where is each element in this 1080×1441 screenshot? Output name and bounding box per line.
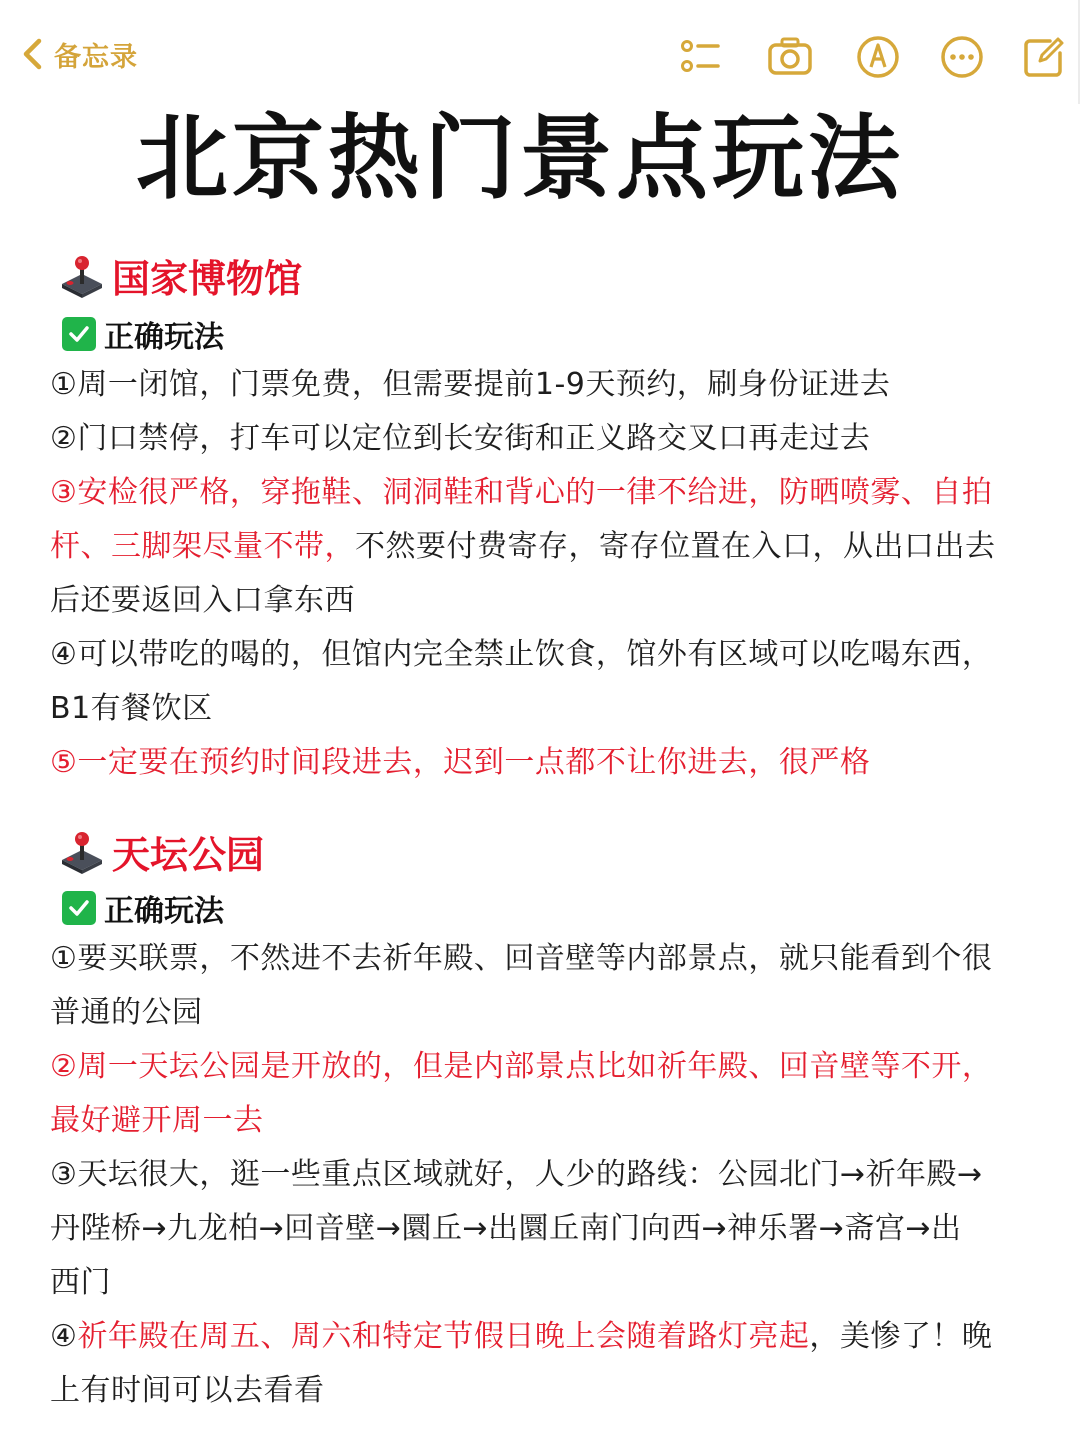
compose-button[interactable] <box>1020 33 1068 81</box>
tip-line: 普通的公园 <box>50 995 203 1030</box>
subheading-text: 正确玩法 <box>104 320 224 355</box>
subheading-correct-way <box>62 886 224 930</box>
navigation-bar <box>0 0 1080 104</box>
check-mark-icon <box>62 317 96 351</box>
section-heading-text: 国家博物馆 <box>112 257 303 301</box>
tip-line: 西门 <box>50 1265 111 1300</box>
tip-line: B1有餐饮区 <box>50 691 213 726</box>
tip-line: ②门口禁停，打车可以定位到长安街和正义路交叉口再走过去 <box>50 421 871 456</box>
camera-button[interactable] <box>766 33 814 81</box>
markup-button[interactable] <box>854 33 902 81</box>
normal-text: ，美惨了！晚 <box>809 1319 993 1354</box>
joystick-icon <box>58 252 106 300</box>
page-title: 北京热门景点玩法 <box>135 105 904 212</box>
highlight-text: 祈年殿在周五、周六和特定节假日晚上会随着路灯亮起 <box>77 1319 810 1354</box>
subheading-text: 正确玩法 <box>104 894 224 929</box>
more-button[interactable] <box>938 33 986 81</box>
tip-line: 后还要返回入口拿东西 <box>50 583 355 618</box>
museum-tips <box>50 358 1040 790</box>
section-heading-text: 天坛公园 <box>112 833 265 877</box>
section-heading-museum <box>58 248 302 303</box>
tip-line: ①周一闭馆，门票免费，但需要提前1-9天预约，刷身份证进去 <box>50 367 891 402</box>
tip-line: 上有时间可以去看看 <box>50 1373 325 1408</box>
section-heading-temple-of-heaven <box>58 824 264 879</box>
tip-line-highlight: ②周一天坛公园是开放的，但是内部景点比如祈年殿、回音壁等不开， <box>50 1049 993 1084</box>
tip-line <box>50 520 1040 574</box>
checklist-button[interactable] <box>676 33 724 81</box>
temple-tips <box>50 932 1040 1418</box>
tip-line-highlight: ⑤一定要在预约时间段进去，迟到一点都不让你进去，很严格 <box>50 745 871 780</box>
markup-pen-icon <box>854 33 902 81</box>
subheading-correct-way <box>62 312 224 356</box>
joystick-icon <box>58 828 106 876</box>
tip-line: 丹陛桥→九龙柏→回音壁→圜丘→出圜丘南门向西→神乐署→斋宫→出 <box>50 1211 962 1246</box>
checklist-icon <box>676 33 724 81</box>
back-label: 备忘录 <box>54 41 138 73</box>
highlight-text: 杆、三脚架尽量不带， <box>50 529 355 564</box>
tip-line: ③天坛很大，逛一些重点区域就好，人少的路线：公园北门→祈年殿→ <box>50 1157 983 1192</box>
check-mark-icon <box>62 891 96 925</box>
tip-line-highlight: 最好避开周一去 <box>50 1103 264 1138</box>
back-button[interactable] <box>20 34 138 74</box>
tip-line: ④可以带吃的喝的，但馆内完全禁止饮食，馆外有区域可以吃喝东西， <box>50 637 993 672</box>
chevron-left-icon <box>20 37 46 71</box>
compose-icon <box>1020 33 1068 81</box>
tip-line <box>50 1310 1040 1364</box>
tip-line: ①要买联票，不然进不去祈年殿、回音壁等内部景点，就只能看到个很 <box>50 941 993 976</box>
camera-icon <box>766 33 814 81</box>
more-icon <box>938 33 986 81</box>
normal-text: ④ <box>50 1319 78 1354</box>
tip-line-highlight: ③安检很严格，穿拖鞋、洞洞鞋和背心的一律不给进，防晒喷雾、自拍 <box>50 475 993 510</box>
normal-text: 不然要付费寄存，寄存位置在入口，从出口出去 <box>355 529 996 564</box>
